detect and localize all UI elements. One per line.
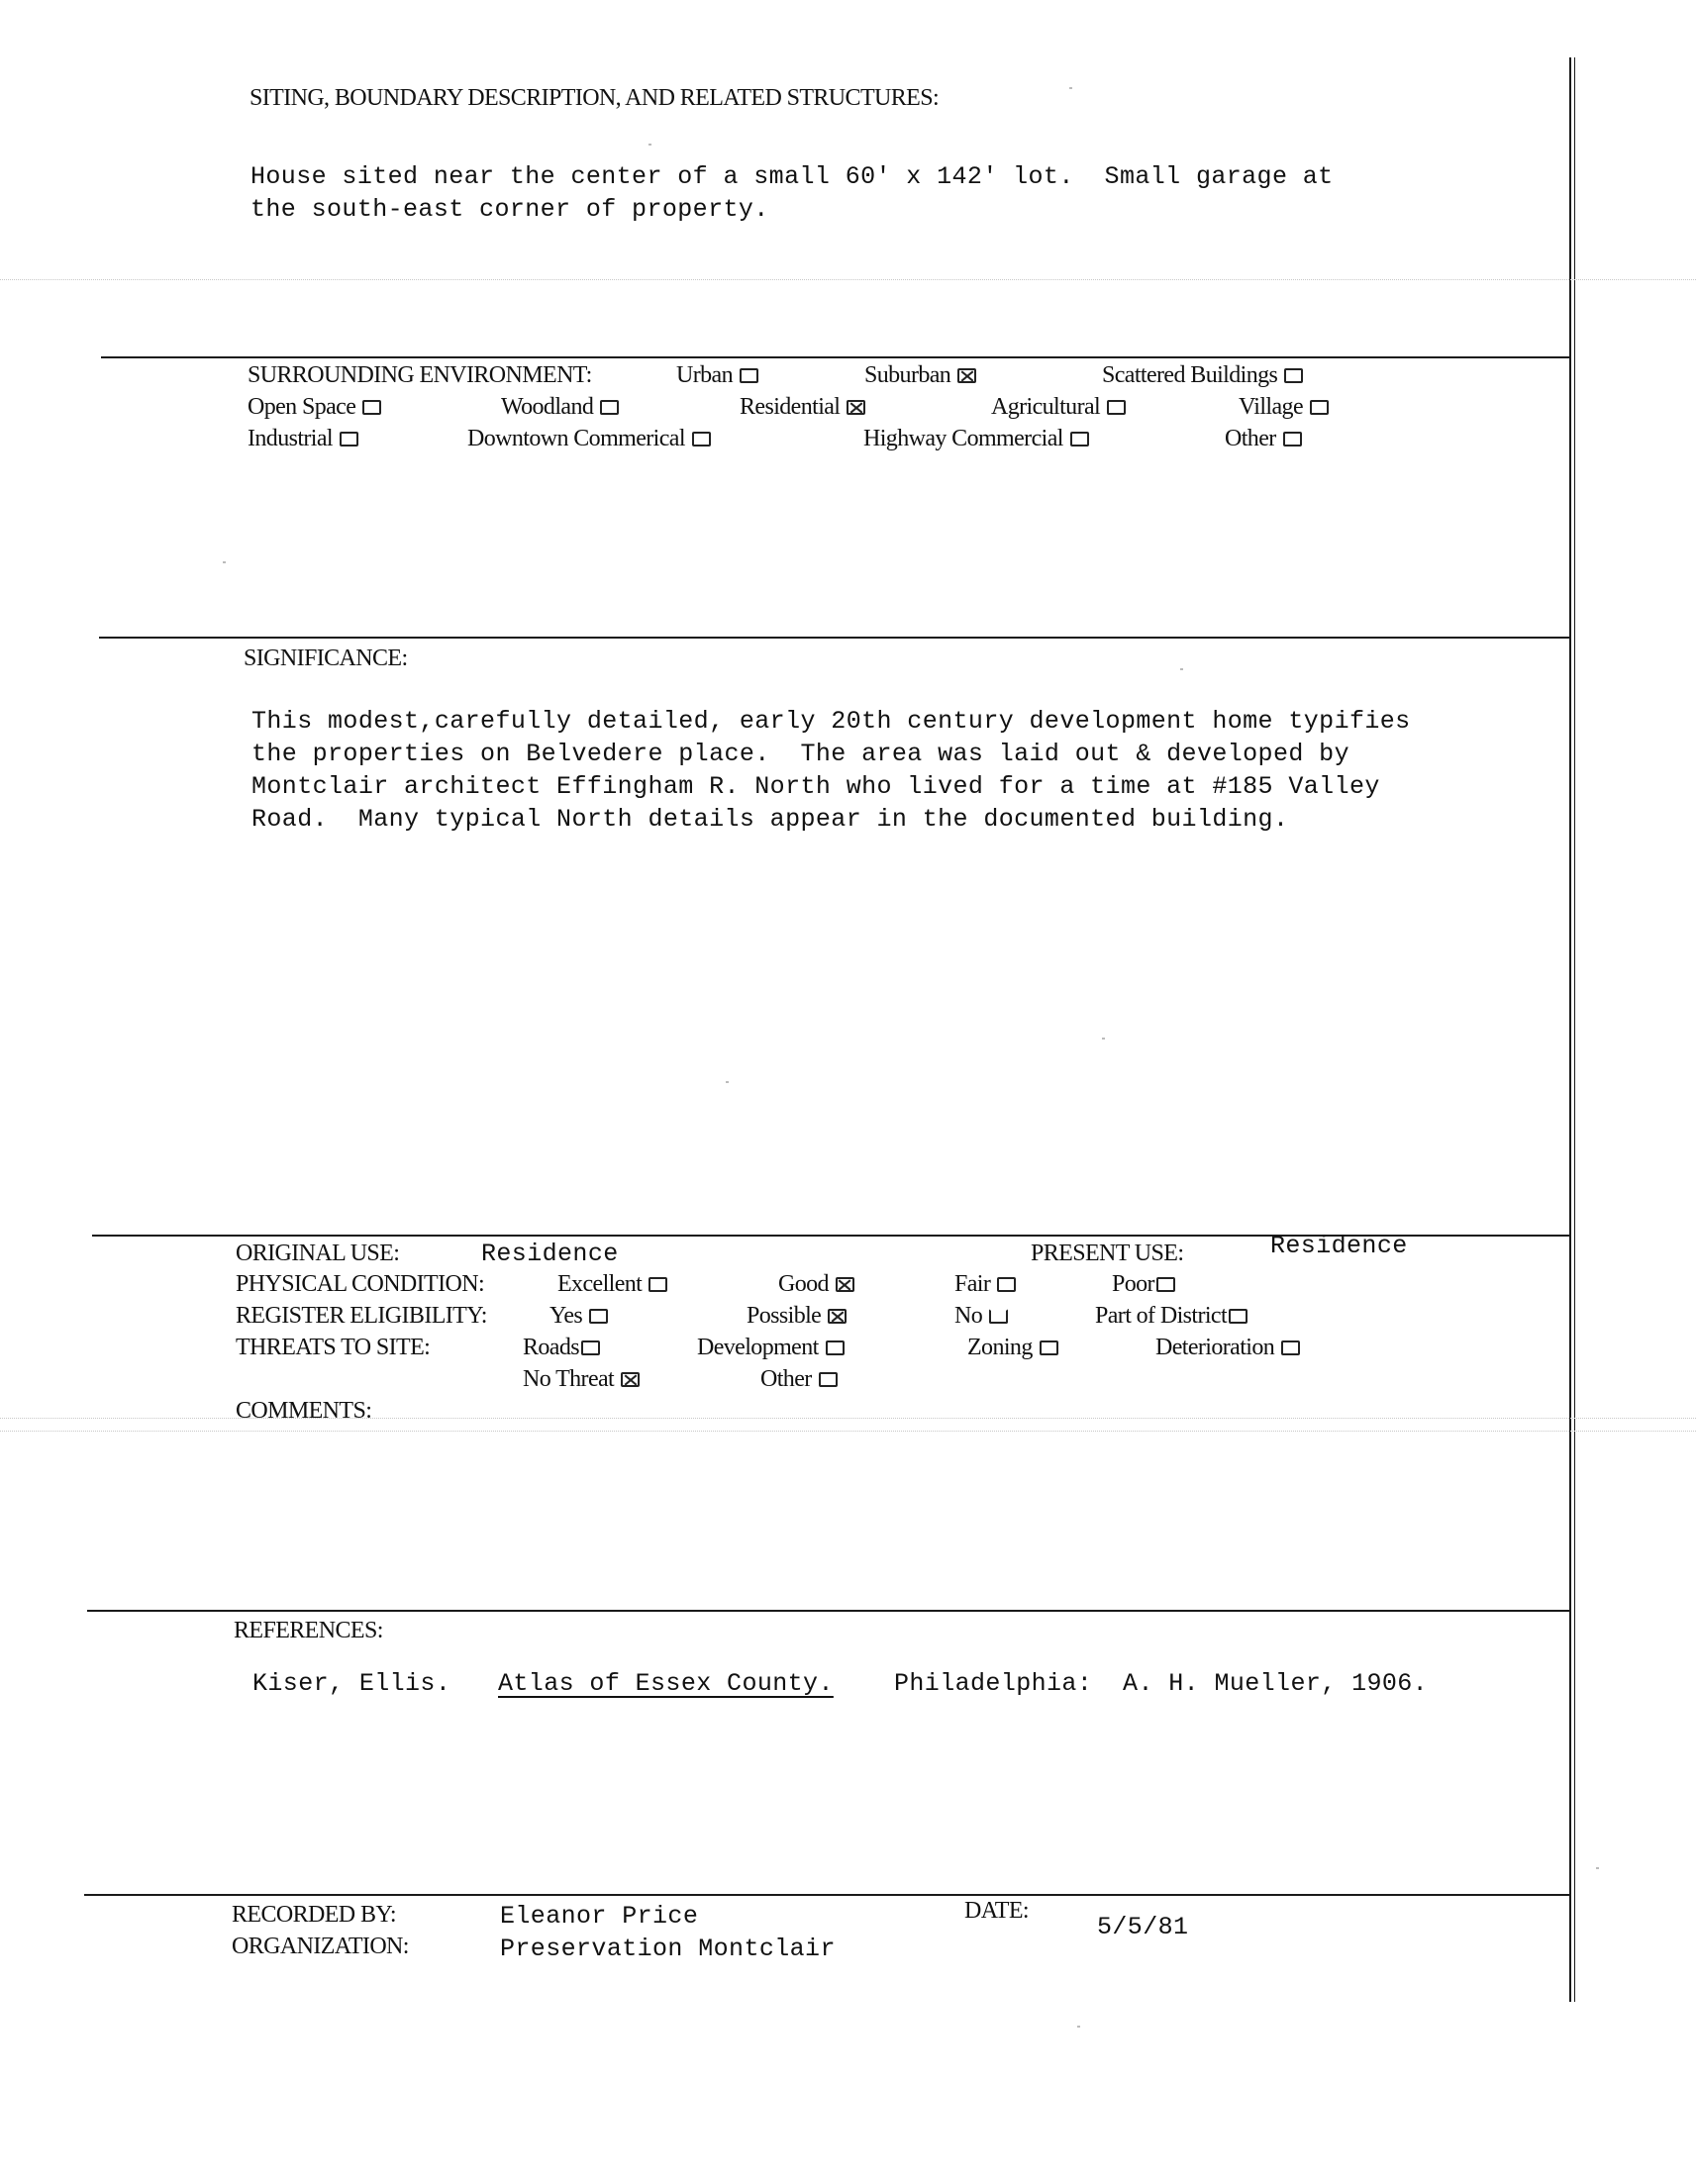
siting-line: the south-east corner of property. — [250, 195, 769, 224]
checkbox-icon[interactable] — [1156, 1277, 1175, 1292]
eligibility-row — [236, 1303, 1247, 1330]
checkbox-icon[interactable] — [1283, 432, 1302, 447]
option-poor[interactable]: Poor — [1112, 1271, 1175, 1298]
section-divider — [84, 1894, 1571, 1896]
option-good[interactable]: Good — [778, 1271, 954, 1298]
option-village[interactable]: Village — [1239, 394, 1329, 421]
checkbox-icon[interactable] — [826, 1340, 845, 1355]
section-divider — [99, 637, 1571, 639]
checked-box-icon[interactable] — [847, 400, 865, 415]
option-excellent[interactable]: Excellent — [557, 1271, 778, 1298]
option-downtown-commerical[interactable]: Downtown Commerical — [467, 426, 863, 452]
siting-heading: SITING, BOUNDARY DESCRIPTION, AND RELATED STRUCTURES: — [249, 85, 940, 111]
significance-heading: SIGNIFICANCE: — [244, 645, 408, 671]
environment-heading: SURROUNDING ENVIRONMENT: — [248, 362, 592, 388]
option-urban[interactable]: Urban — [676, 362, 864, 389]
option-possible[interactable]: Possible — [747, 1303, 954, 1330]
option-highway-commercial[interactable]: Highway Commercial — [863, 426, 1225, 452]
section-divider — [87, 1610, 1571, 1612]
threats-row-1 — [236, 1335, 1300, 1361]
checkbox-icon[interactable] — [362, 400, 381, 415]
significance-line: the properties on Belvedere place. The area was laid out & developed by — [251, 740, 1349, 768]
original-use-label: ORIGINAL USE: — [236, 1241, 400, 1266]
checkbox-icon[interactable] — [1284, 368, 1303, 383]
option-fair[interactable]: Fair — [954, 1271, 1112, 1298]
option-residential[interactable]: Residential — [740, 394, 991, 421]
present-use-value: Residence — [1270, 1232, 1408, 1260]
option-agricultural[interactable]: Agricultural — [991, 394, 1239, 421]
checked-box-icon[interactable] — [836, 1277, 854, 1292]
date-label: DATE: — [964, 1898, 1029, 1924]
environment-row-1 — [248, 362, 1303, 389]
organization-value: Preservation Montclair — [500, 1935, 836, 1963]
checkbox-icon[interactable] — [581, 1340, 600, 1355]
original-use-value: Residence — [481, 1240, 619, 1268]
option-suburban[interactable]: Suburban — [864, 362, 1102, 389]
environment-row-2 — [248, 394, 1329, 421]
scan-speck — [1102, 1038, 1105, 1040]
checked-box-icon[interactable] — [828, 1309, 847, 1324]
recorded-by-label: RECORDED BY: — [232, 1902, 396, 1928]
reference-title: Atlas of Essex County. — [498, 1669, 834, 1698]
option-part-of-district[interactable]: Part of District — [1095, 1303, 1247, 1330]
checkbox-icon[interactable] — [989, 1309, 1008, 1324]
condition-row — [236, 1271, 1175, 1298]
checkbox-icon[interactable] — [340, 432, 358, 447]
checkbox-icon[interactable] — [1281, 1340, 1300, 1355]
right-border-line-inner — [1574, 57, 1575, 2002]
checked-box-icon[interactable] — [621, 1372, 640, 1387]
checkbox-icon[interactable] — [819, 1372, 838, 1387]
siting-description — [250, 160, 1334, 226]
eligibility-label: REGISTER ELIGIBILITY: — [236, 1303, 487, 1329]
section-divider — [101, 356, 1571, 358]
threats-label: THREATS TO SITE: — [236, 1335, 431, 1360]
option-roads[interactable]: Roads — [523, 1335, 697, 1361]
checkbox-icon[interactable] — [740, 368, 758, 383]
significance-text — [251, 705, 1411, 836]
option-yes[interactable]: Yes — [549, 1303, 747, 1330]
option-development[interactable]: Development — [697, 1335, 967, 1361]
scan-artifact — [0, 279, 1696, 283]
checked-box-icon[interactable] — [957, 368, 976, 383]
option-industrial[interactable]: Industrial — [248, 426, 467, 452]
checkbox-icon[interactable] — [997, 1277, 1016, 1292]
checkbox-icon[interactable] — [1070, 432, 1089, 447]
option-scattered-buildings[interactable]: Scattered Buildings — [1102, 362, 1303, 389]
scan-speck — [648, 144, 651, 146]
significance-line: Montclair architect Effingham R. North who lived for a time at #185 Valley — [251, 772, 1380, 801]
organization-label: ORGANIZATION: — [232, 1934, 409, 1959]
checkbox-icon[interactable] — [648, 1277, 667, 1292]
option-woodland[interactable]: Woodland — [501, 394, 740, 421]
significance-line: This modest,carefully detailed, early 20th century development home typifies — [251, 707, 1411, 736]
date-value: 5/5/81 — [1097, 1913, 1189, 1941]
scan-speck — [1180, 668, 1183, 670]
scan-speck — [1077, 2026, 1080, 2028]
checkbox-icon[interactable] — [1229, 1309, 1247, 1324]
siting-line: House sited near the center of a small 60' x 142' lot. Small garage at — [250, 162, 1334, 191]
checkbox-icon[interactable] — [1040, 1340, 1058, 1355]
present-use-label: PRESENT USE: — [1031, 1241, 1184, 1266]
recorded-by-value: Eleanor Price — [500, 1902, 699, 1931]
significance-line: Road. Many typical North details appear in the documented building. — [251, 805, 1289, 834]
condition-label: PHYSICAL CONDITION: — [236, 1271, 485, 1297]
scan-speck — [726, 1081, 729, 1083]
scan-speck — [1596, 1867, 1599, 1869]
option-threat-other[interactable]: Other — [760, 1366, 838, 1393]
environment-row-3 — [248, 426, 1302, 452]
checkbox-icon[interactable] — [1107, 400, 1126, 415]
option-no-threat[interactable]: No Threat — [523, 1366, 760, 1393]
option-deterioration[interactable]: Deterioration — [1155, 1335, 1300, 1361]
comments-label: COMMENTS: — [236, 1398, 372, 1424]
reference-entry — [252, 1669, 1428, 1698]
references-heading: REFERENCES: — [234, 1618, 383, 1643]
option-zoning[interactable]: Zoning — [967, 1335, 1155, 1361]
checkbox-icon[interactable] — [1310, 400, 1329, 415]
option-no[interactable]: No — [954, 1303, 1095, 1330]
checkbox-icon[interactable] — [692, 432, 711, 447]
right-border-line — [1569, 57, 1571, 2002]
checkbox-icon[interactable] — [589, 1309, 608, 1324]
option-open-space[interactable]: Open Space — [248, 394, 501, 421]
reference-author: Kiser, Ellis. — [252, 1669, 451, 1698]
reference-publisher: Philadelphia: A. H. Mueller, 1906. — [894, 1669, 1429, 1698]
option-other[interactable]: Other — [1225, 426, 1302, 452]
scan-speck — [223, 561, 226, 563]
scan-speck — [1069, 87, 1072, 89]
threats-row-2 — [523, 1366, 838, 1393]
scan-artifact — [0, 1431, 1696, 1435]
use-row — [236, 1240, 1270, 1268]
checkbox-icon[interactable] — [600, 400, 619, 415]
